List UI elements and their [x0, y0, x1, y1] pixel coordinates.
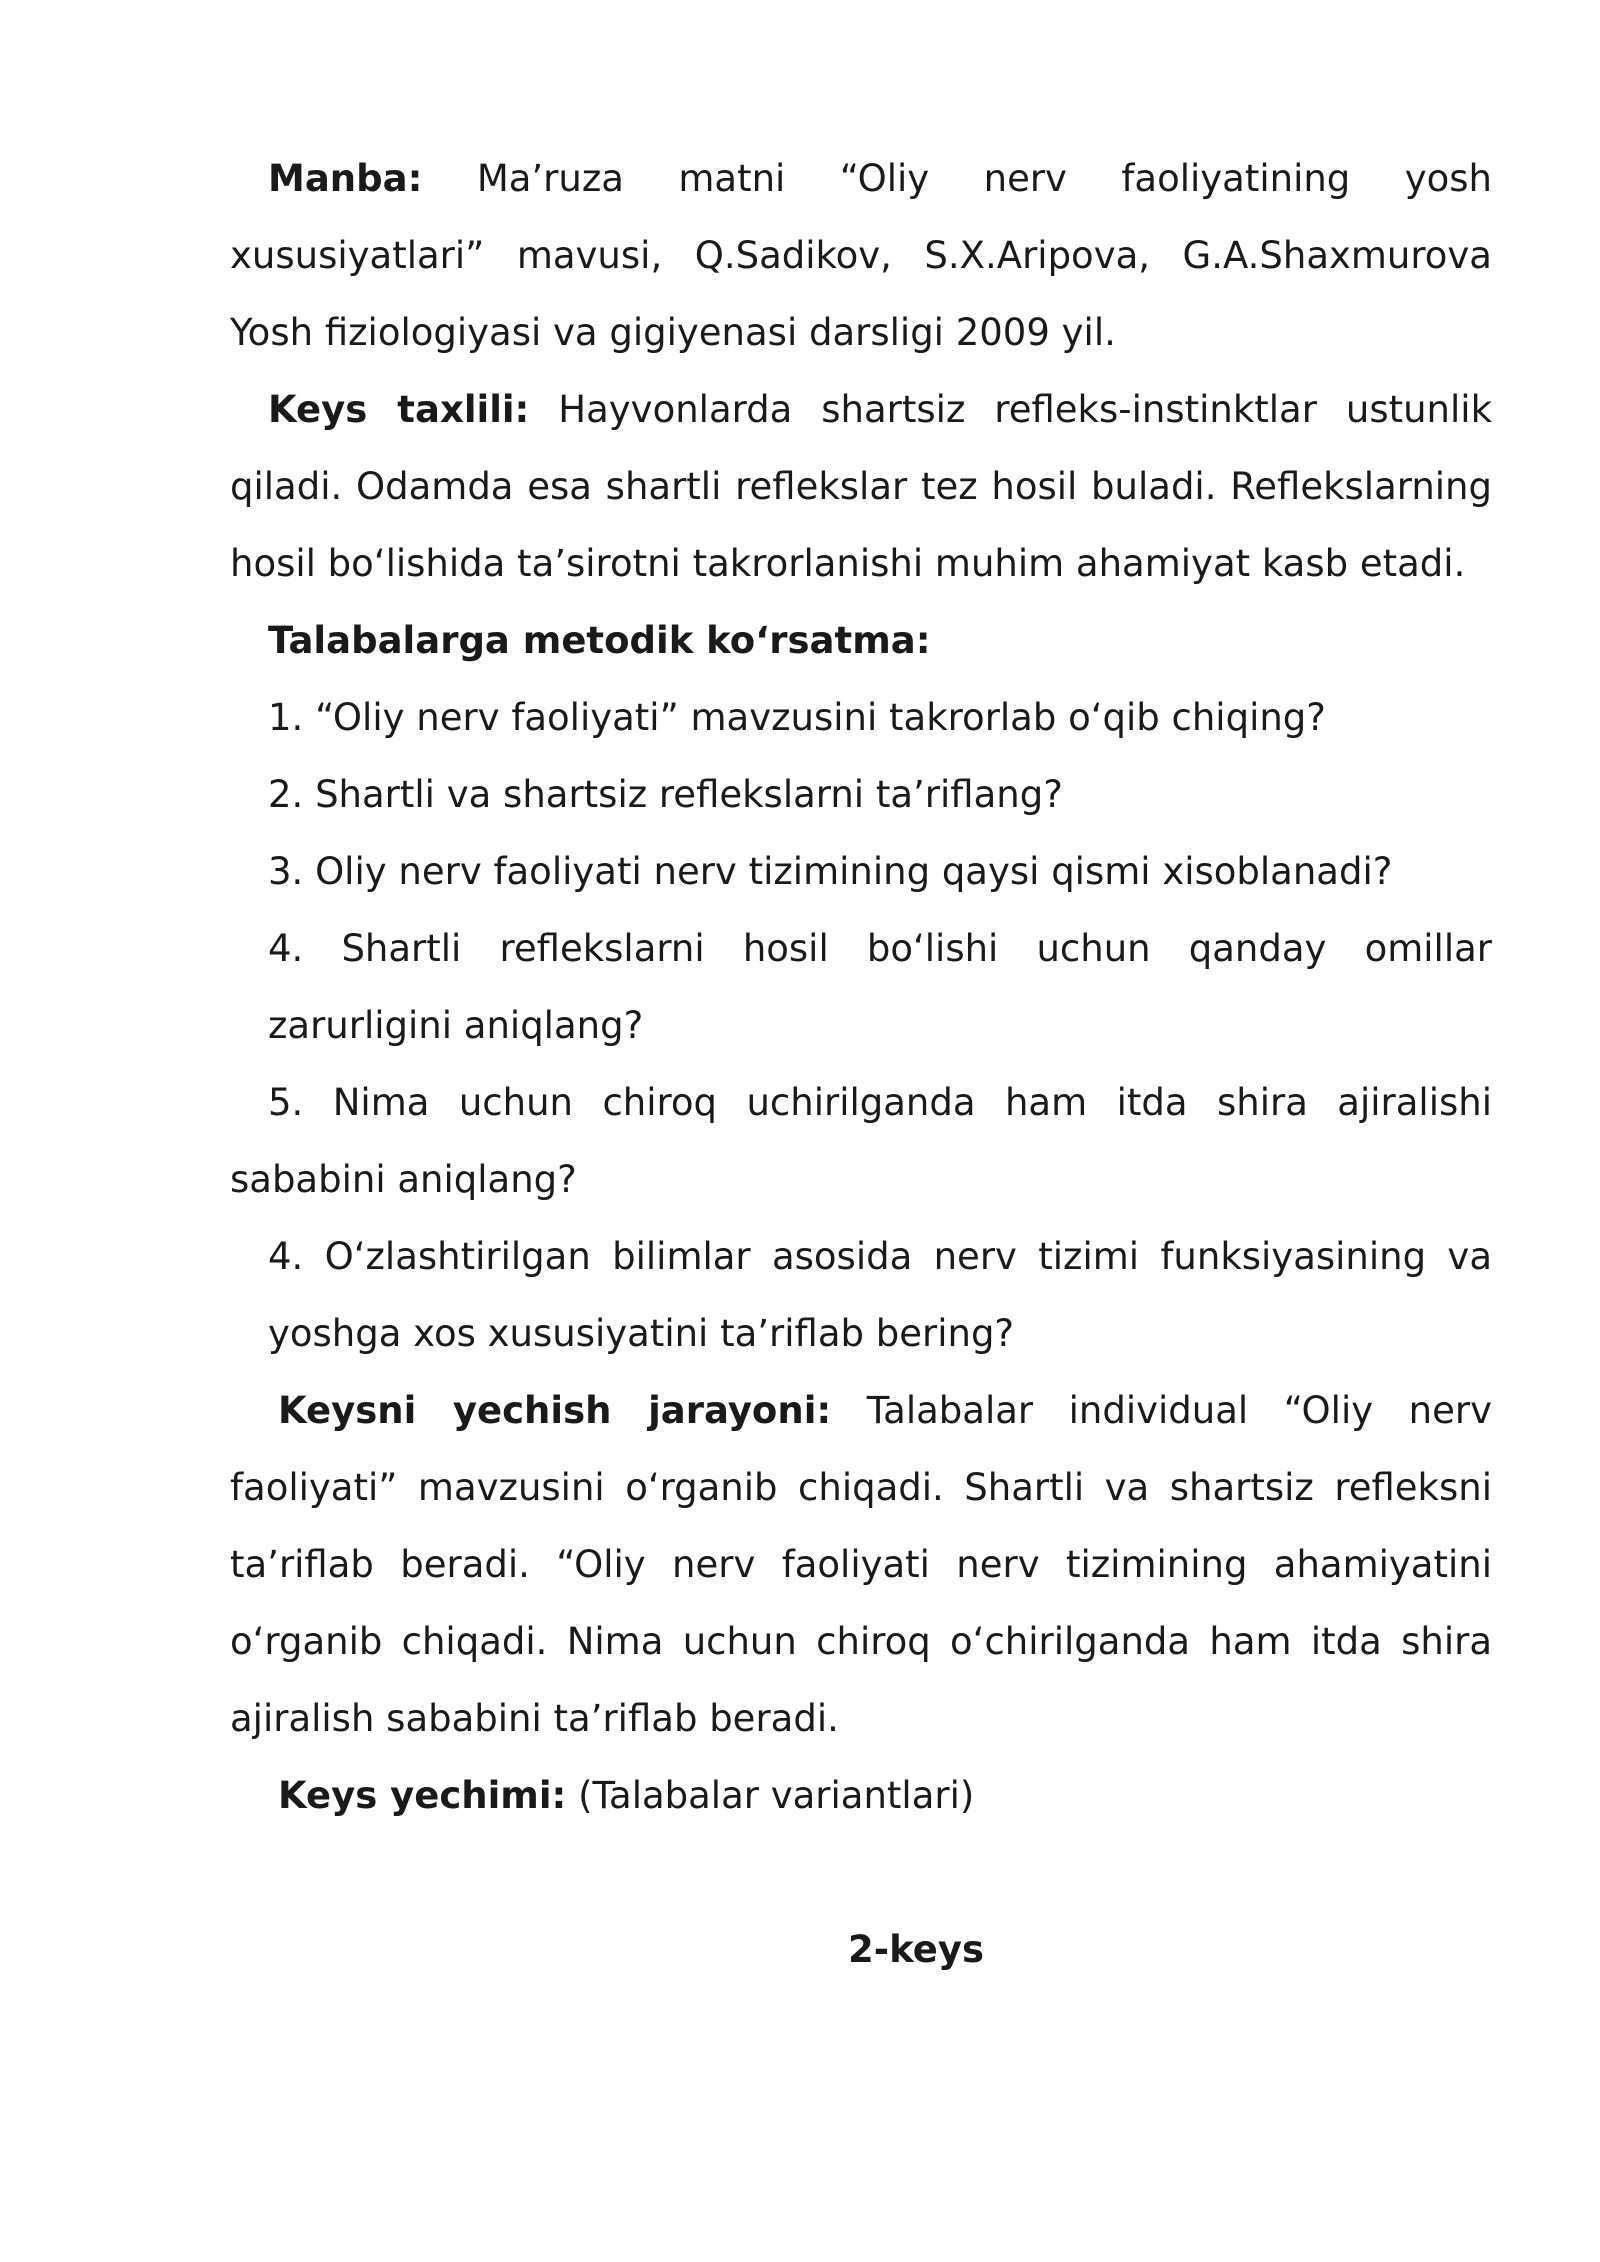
yechim-label: Keys yechimi:	[278, 1774, 567, 1817]
metodik-item-6: 4. O‘zlashtirilgan bilimlar asosida nerv tizimi funksiyasining va yoshga xos xususiyatini ta’riflab bering?	[268, 1235, 1492, 1355]
jarayon-label: Keysni yechish jarayoni:	[278, 1389, 832, 1432]
metodik-item-2: 2. Shartli va shartsiz reflekslarni ta’riflang?	[268, 773, 1063, 816]
yechim-paragraph	[230, 1757, 1492, 1834]
manba-paragraph	[230, 140, 1492, 371]
metodik-item-4: 4. Shartli reflekslarni hosil bo‘lishi uchun qanday omillar zarurligini aniqlang?	[268, 927, 1492, 1047]
next-case-heading: 2-keys	[848, 1928, 984, 1971]
keys-taxlili-text: Hayvonlarda shartsiz refleks-instinktlar ustunlik qiladi. Odamda esa shartli reflekslar tez hosil buladi. Reflekslarning hosil bo‘lishida ta’sirotni takrorlanishi muhim ahamiyat kasb etadi.	[230, 388, 1492, 585]
metodik-heading: Talabalarga metodik ko‘rsatma:	[268, 619, 931, 662]
keys-taxlili-paragraph	[230, 371, 1492, 602]
manba-label: Manba:	[268, 157, 423, 200]
metodik-item-5: 5. Nima uchun chiroq uchirilganda ham itda shira ajiralishi sababini aniqlang?	[230, 1081, 1492, 1201]
metodik-item-3: 3. Oliy nerv faoliyati nerv tizimining qaysi qismi xisoblanadi?	[268, 850, 1393, 893]
jarayon-text: Talabalar individual “Oliy nerv faoliyati” mavzusini o‘rganib chiqadi. Shartli va shartsiz refleksni ta’riflab beradi. “Oliy nerv faoliyati nerv tizimining ahamiyatini o‘rganib chiqadi. Nima uchun chiroq o‘chirilganda ham itda shira ajiralish sababini ta’riflab beradi.	[230, 1389, 1492, 1740]
metodik-item-1: 1. “Oliy nerv faoliyati” mavzusini takrorlab o‘qib chiqing?	[268, 696, 1326, 739]
jarayon-paragraph	[230, 1372, 1492, 1757]
blank-line	[230, 1834, 1492, 1911]
document-page	[230, 140, 1492, 1988]
manba-text: Ma’ruza matni “Oliy nerv faoliyatining yosh xususiyatlari” mavusi, Q.Sadikov, S.X.Aripova, G.A.Shaxmurova Yosh fiziologiyasi va gigiyenasi darsligi 2009 yil.	[230, 157, 1492, 354]
keys-taxlili-label: Keys taxlili:	[268, 388, 530, 431]
yechim-text: (Talabalar variantlari)	[566, 1774, 975, 1817]
